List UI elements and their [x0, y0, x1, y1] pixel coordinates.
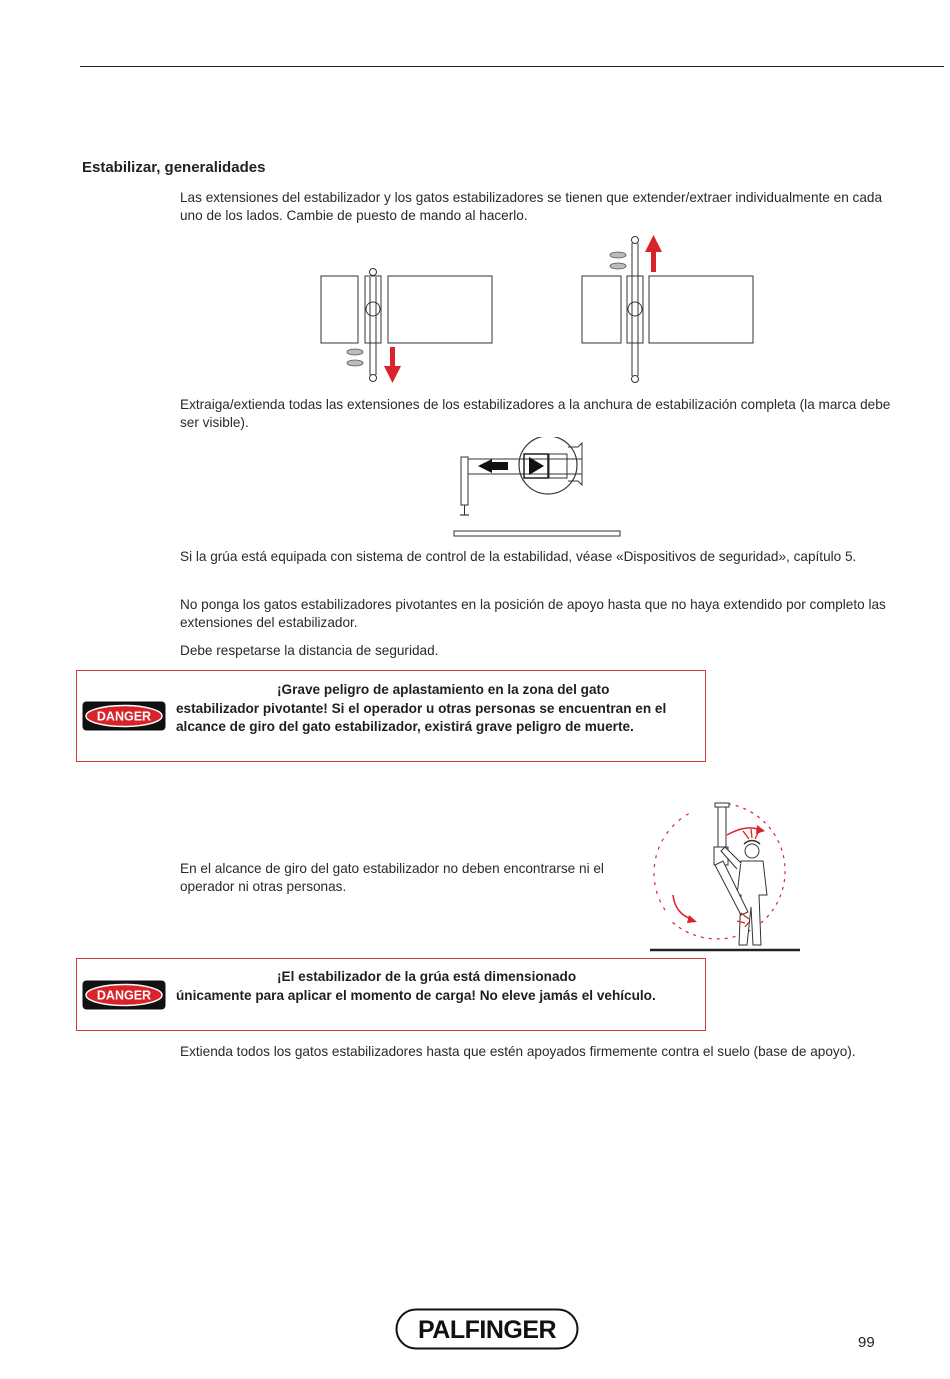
danger-icon	[82, 980, 166, 1010]
footprints-icon	[347, 349, 363, 366]
svg-text:PALFINGER: PALFINGER	[417, 1316, 557, 1344]
extension-mark-figure	[450, 437, 625, 541]
paragraph-extend-jacks: Extienda todos los gatos estabilizadores hasta que estén apoyados firmemente contra el suelo (base de apoyo).	[180, 1044, 856, 1059]
footprints-icon	[610, 252, 626, 269]
paragraph-pivoting-jacks: No ponga los gatos estabilizadores pivotantes en la posición de apoyo hasta que no haya extendido por completo las extensiones del estabilizador.	[180, 597, 886, 630]
warning-text	[176, 681, 704, 737]
danger-warning-crushing	[76, 670, 706, 762]
warning-text	[176, 968, 704, 1005]
swing-range-figure	[645, 795, 805, 955]
paragraph-side-by-side: Las extensiones del estabilizador y los gatos estabilizadores se tienen que extender/extraer individualmente en cada uno de los lados. Cambie de puesto de mando al hacerlo.	[180, 190, 883, 223]
svg-text:DANGER: DANGER	[96, 988, 152, 1003]
danger-warning-load-moment	[76, 958, 706, 1031]
outrigger-extension-figure	[318, 233, 758, 385]
page-number: 99	[858, 1334, 875, 1351]
arrow-up-icon	[645, 235, 662, 272]
warning-lead: ¡El estabilizador de la grúa está dimensionado	[277, 969, 577, 984]
section-heading: Estabilizar, generalidades	[82, 159, 266, 176]
warning-body: estabilizador pivotante! Si el operador u otras personas se encuentran en el alcance de giro del gato estabilizador, existirá grave peligro de muerte.	[176, 700, 667, 734]
warning-body: únicamente para aplicar el momento de carga! No eleve jamás el vehículo.	[176, 987, 656, 1003]
svg-text:DANGER: DANGER	[96, 709, 152, 724]
warning-lead: ¡Grave peligro de aplastamiento en la zona del gato	[277, 682, 610, 697]
arrow-down-icon	[384, 347, 401, 383]
left-side-diagram	[321, 269, 492, 384]
danger-icon	[82, 701, 166, 731]
palfinger-logo	[395, 1308, 579, 1350]
paragraph-stability-control: Si la grúa está equipada con sistema de control de la estabilidad, véase «Dispositivos de seguridad», capítulo 5.	[180, 549, 857, 564]
right-side-diagram	[582, 235, 753, 383]
paragraph-swing-range: En el alcance de giro del gato estabilizador no deben encontrarse ni el operador ni otras personas.	[180, 861, 604, 894]
header-rule	[80, 66, 944, 67]
paragraph-full-width: Extraiga/extienda todas las extensiones de los estabilizadores a la anchura de estabilización completa (la marca debe ser visible).	[180, 397, 891, 430]
paragraph-safety-distance: Debe respetarse la distancia de seguridad.	[180, 643, 439, 658]
